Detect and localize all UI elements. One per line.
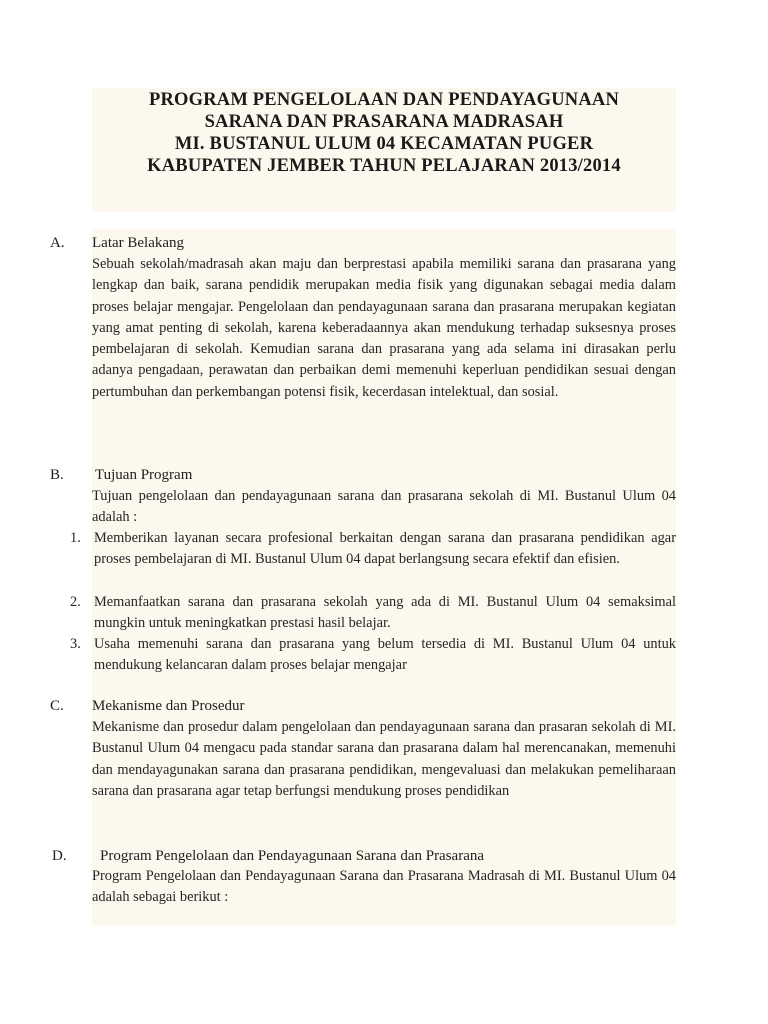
list-item-number: 1. bbox=[70, 530, 81, 546]
section-d-body: Program Pengelolaan dan Pendayagunaan Sarana dan Prasarana Madrasah di MI. Bustanul Ulum 04 adalah sebagai berikut : bbox=[92, 868, 676, 906]
title-line-4: KABUPATEN JEMBER TAHUN PELAJARAN 2013/2014 bbox=[147, 156, 621, 176]
section-a bbox=[0, 232, 768, 256]
list-item-text: Memanfaatkan sarana dan prasarana sekolah yang ada di MI. Bustanul Ulum 04 semaksimal mungkin untuk meningkatkan prestasi hasil belajar. bbox=[94, 594, 676, 632]
section-c-body: Mekanisme dan prosedur dalam pengelolaan dan pendayagunaan sarana dan prasaran sekolah di MI. Bustanul Ulum 04 mengacu pada standar sarana dan prasarana dalam hal merencanakan, memenuhi dan mendayagunakan sarana dan prasarana pendidikan, mengevaluasi dan melakukan pemeliharaan sarana dan prasarana agar tetap berfungsi mendukung proses pendidikan bbox=[92, 719, 676, 799]
list-item-text: Memberikan layanan secara profesional berkaitan dengan sarana dan prasarana pendidikan agar proses pembelajaran di MI. Bustanul Ulum 04 dapat berlangsung secara efektif dan efisien. bbox=[94, 530, 676, 568]
section-b bbox=[0, 464, 768, 488]
title-line-1: PROGRAM PENGELOLAAN DAN PENDAYAGUNAAN bbox=[148, 90, 620, 110]
section-b-letter: B. bbox=[50, 467, 64, 483]
section-c-letter: C. bbox=[50, 698, 64, 714]
section-a-body: Sebuah sekolah/madrasah akan maju dan berprestasi apabila memiliki sarana dan prasarana yang lengkap dan baik, sarana pendidik merupakan media fisik yang digunakan sebagai media dalam proses belajar mengajar. Pengelolaan dan pendayagunaan sarana dan prasarana merupakan kegiatan yang amat penting di sekolah, karena keberadaannya akan mendukung terhadap suksesnya proses pembelajaran di sekolah. Kemudian sarana dan prasarana yang ada selama ini dirasakan perlu adanya pengadaan, perawatan dan perbaikan demi memenuhi keperluan pendidikan sesuai dengan pertumbuhan dan perkembangan potensi fisik, kecerdasan intelektual, dan sosial. bbox=[92, 256, 676, 400]
section-a-heading: Latar Belakang bbox=[92, 235, 185, 251]
title-block bbox=[92, 88, 676, 212]
section-c bbox=[0, 695, 768, 719]
title-line-2: SARANA DAN PRASARANA MADRASAH bbox=[204, 112, 564, 132]
list-item-number: 2. bbox=[70, 594, 81, 610]
section-d-heading: Program Pengelolaan dan Pendayagunaan Sarana dan Prasarana bbox=[100, 848, 485, 864]
section-a-letter: A. bbox=[50, 235, 65, 251]
title-line-3: MI. BUSTANUL ULUM 04 KECAMATAN PUGER bbox=[174, 134, 594, 154]
section-c-heading: Mekanisme dan Prosedur bbox=[92, 698, 245, 714]
section-b-intro: Tujuan pengelolaan dan pendayagunaan sarana dan prasarana sekolah di MI. Bustanul Ulum 04 adalah : bbox=[92, 488, 676, 526]
list-item-number: 3. bbox=[70, 636, 81, 652]
section-b-heading: Tujuan Program bbox=[95, 467, 193, 483]
list-item-text: Usaha memenuhi sarana dan prasarana yang belum tersedia di MI. Bustanul Ulum 04 untuk mendukung kelancaran dalam proses belajar mengajar bbox=[94, 636, 676, 674]
section-d-letter: D. bbox=[52, 848, 67, 864]
